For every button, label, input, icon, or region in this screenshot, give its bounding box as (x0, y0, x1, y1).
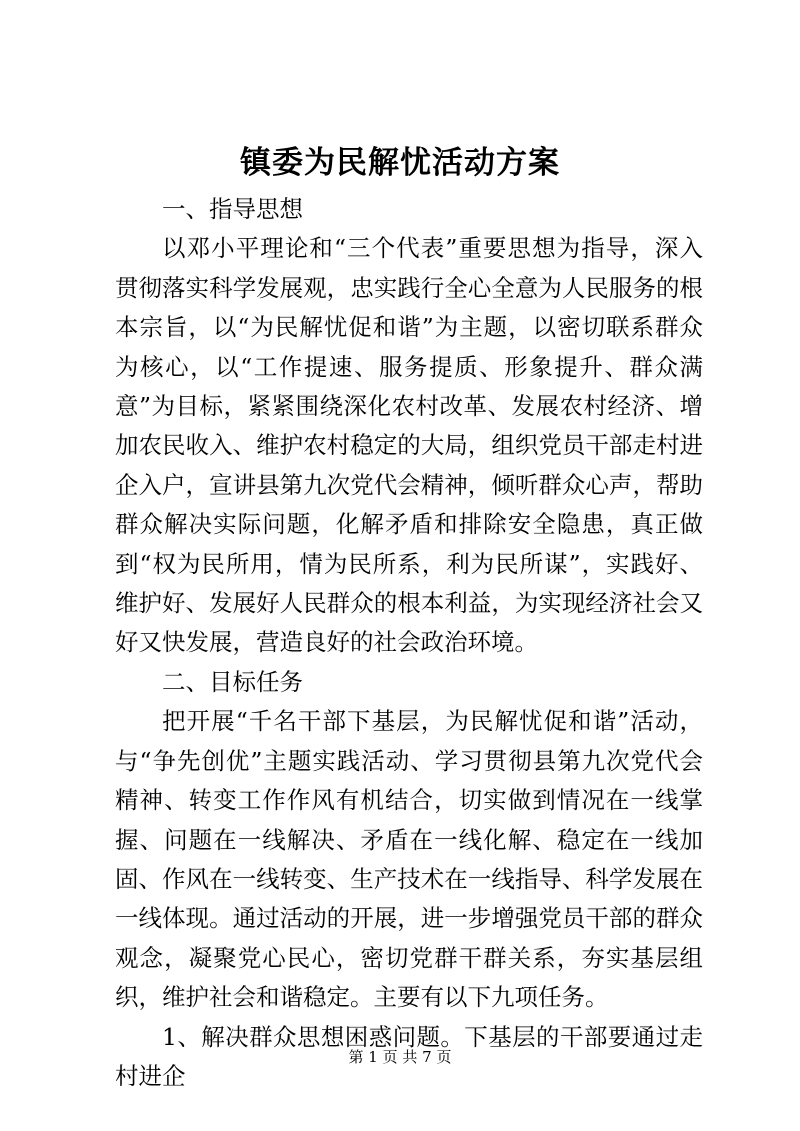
section-heading-guiding-ideology: 一、指导思想 (162, 195, 303, 223)
paragraph-goals-tasks: 把开展“千名干部下基层，为民解忧促和谐”活动，与“争先创优”主题实践活动、学习贯彻县第九次党代会精神、转变工作作风有机结合，切实做到情况在一线掌握、问题在一线解决、矛盾在一线化解、稳定在一线加固、作风在一线转变、生产技术在一线指导、科学发展在一线体现。通过活动的开展，进一步增强党员干部的群众观念，凝聚党心民心，密切党群干群关系，夯实基层组织，维护社会和谐稳定。主要有以下九项任务。 (115, 707, 703, 1012)
paragraph-task-1: 1、解决群众思想困惑问题。下基层的干部要通过走村进企 (115, 1022, 703, 1090)
paragraph-guiding-ideology: 以邓小平理论和“三个代表”重要思想为指导，深入贯彻落实科学发展观，忠实践行全心全意为人民服务的根本宗旨，以“为民解忧促和谐”为主题，以密切联系群众为核心，以“工作提速、服务提质、形象提升、群众满意”为目标，紧紧围绕深化农村改革、发展农村经济、增加农民收入、维护农村稳定的大局，组织党员干部走村进企入户，宣讲县第九次党代会精神，倾听群众心声，帮助群众解决实际问题，化解矛盾和排除安全隐患，真正做到“权为民所用，情为民所系，利为民所谋”，实践好、维护好、发展好人民群众的根本利益，为实现经济社会又好又快发展，营造良好的社会政治环境。 (115, 234, 703, 657)
document-body (115, 190, 703, 1096)
section-heading-goals-tasks: 二、目标任务 (162, 667, 303, 696)
document-title: 镇委为民解忧活动方案 (240, 145, 560, 181)
page-number-footer: 第 1 页 共 7 页 (348, 1048, 452, 1066)
